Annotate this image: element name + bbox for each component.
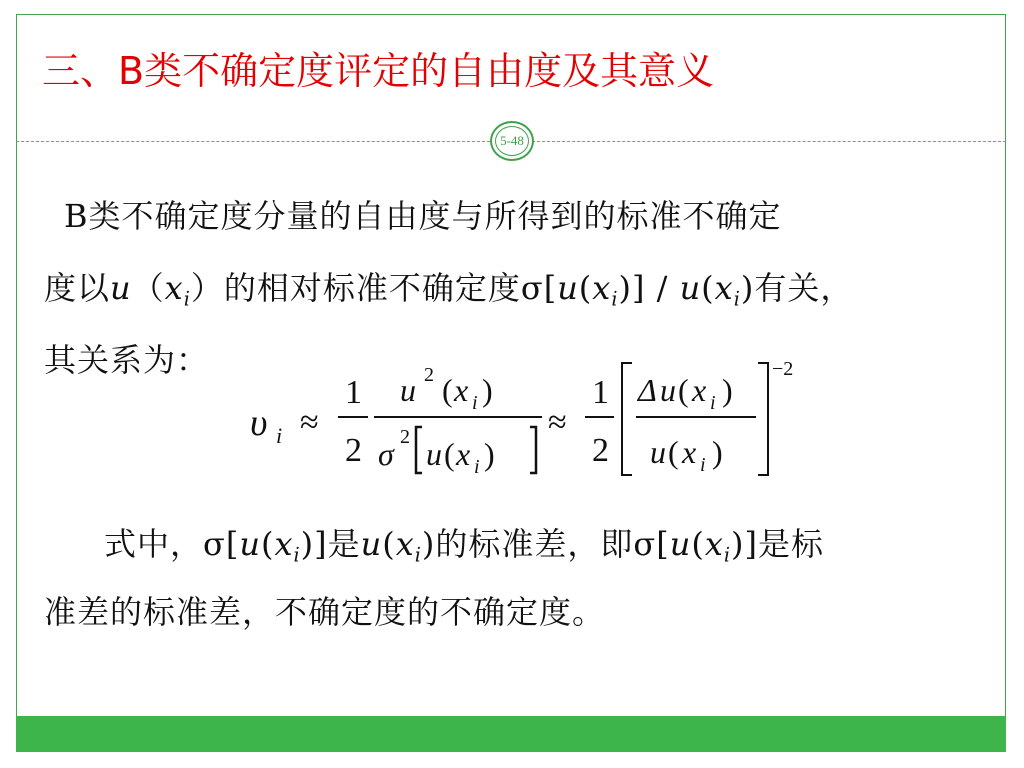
subscript-i: i xyxy=(183,287,191,311)
paren-open: ( xyxy=(578,269,593,307)
formula-rden-rparen: ) xyxy=(712,434,723,470)
formula-num-u: u xyxy=(400,372,416,408)
bracket-close: ] xyxy=(744,525,758,563)
symbol-x: x xyxy=(395,525,415,563)
formula-num-x: x xyxy=(454,372,469,408)
subscript-i: i xyxy=(723,543,731,567)
formula-frac3-den: 2 xyxy=(592,432,609,469)
symbol-u: u xyxy=(360,525,383,563)
paren-close: ) xyxy=(731,525,745,563)
formula-den-sigma: σ xyxy=(378,436,394,472)
formula-den-lparen: ( xyxy=(444,436,455,472)
paren-close: ) xyxy=(618,269,632,307)
formula-big-rbracket xyxy=(758,363,768,475)
paren-open: ( xyxy=(260,525,275,563)
symbol-sigma: σ xyxy=(633,525,657,563)
bracket-open: [ xyxy=(656,525,670,563)
bracket-close: ] xyxy=(631,269,646,307)
formula-den-lbracket xyxy=(416,427,422,473)
subscript-i: i xyxy=(733,287,741,311)
formula-rden-u: u xyxy=(650,434,666,470)
paren-close: ) xyxy=(300,525,315,563)
formula-rnum-x: x xyxy=(692,372,707,408)
paren-close: ） xyxy=(190,269,224,307)
symbol-sigma: σ xyxy=(520,269,544,307)
paren-close: ) xyxy=(421,525,436,563)
subscript-i: i xyxy=(611,287,619,311)
symbol-x: x xyxy=(704,525,724,563)
symbol-u: u xyxy=(239,525,261,563)
text-segment: 式中， xyxy=(104,525,204,563)
formula-den-u: u xyxy=(426,436,442,472)
paragraph1-line1: B类不确定度分量的自由度与所得到的标准不确定 xyxy=(64,197,782,235)
text-segment: 是标 xyxy=(757,525,824,563)
paragraph2-line1 xyxy=(104,524,824,567)
page-number: 5-48 xyxy=(495,126,529,156)
symbol-u: u xyxy=(679,269,702,307)
formula-rden-lparen: ( xyxy=(668,434,679,470)
formula-num-sq: 2 xyxy=(424,364,434,386)
formula-den-rparen: ) xyxy=(484,436,495,472)
formula-rnum-i: i xyxy=(710,392,716,414)
formula-approx-1: ≈ xyxy=(300,404,319,441)
formula-rden-i: i xyxy=(700,454,706,476)
symbol-u: u xyxy=(110,269,132,307)
paragraph1-line3: 其关系为： xyxy=(44,341,210,379)
footer-bar xyxy=(16,716,1006,752)
symbol-x: x xyxy=(592,269,612,307)
formula-den-sq: 2 xyxy=(400,426,410,448)
formula-big-lbracket xyxy=(622,363,632,475)
formula-rnum-rparen: ) xyxy=(722,372,733,408)
dof-formula xyxy=(250,355,810,485)
paragraph1-line2 xyxy=(44,268,854,311)
formula-num-rparen: ) xyxy=(482,372,493,408)
symbol-x: x xyxy=(714,269,734,307)
subscript-i: i xyxy=(414,543,422,567)
formula-den-i: i xyxy=(474,456,480,478)
paragraph2-line2: 准差的标准差，不确定度的不确定度。 xyxy=(44,593,606,631)
formula-num-i: i xyxy=(472,392,478,414)
symbol-x: x xyxy=(164,269,184,307)
formula-frac3-num: 1 xyxy=(592,374,609,411)
formula-frac1-num: 1 xyxy=(345,374,362,411)
paren-open: ( xyxy=(701,269,715,307)
bracket-open: [ xyxy=(543,269,558,307)
formula-exponent: −2 xyxy=(772,358,794,380)
formula-num-lparen: ( xyxy=(442,372,453,408)
symbol-u: u xyxy=(669,525,692,563)
formula-den-x: x xyxy=(456,436,471,472)
formula-nu: υ xyxy=(250,402,268,444)
symbol-sigma: σ xyxy=(203,525,226,563)
text-segment: 的相对标准不确定度 xyxy=(223,269,521,307)
page-number-badge xyxy=(490,121,534,161)
formula-rnum-lparen: ( xyxy=(678,372,689,408)
symbol-u: u xyxy=(557,269,579,307)
symbol-x: x xyxy=(274,525,294,563)
formula-frac1-den: 2 xyxy=(345,432,362,469)
slash: / xyxy=(645,269,680,307)
text-segment: 是 xyxy=(327,525,361,563)
slide-title: 三、B类不确定度评定的自由度及其意义 xyxy=(42,49,715,93)
subscript-i: i xyxy=(293,543,301,567)
bracket-close: ] xyxy=(314,525,328,563)
formula-den-rbracket xyxy=(530,427,536,473)
paren-close: ) xyxy=(740,269,755,307)
paren-open: ( xyxy=(691,525,705,563)
bracket-open: [ xyxy=(225,525,240,563)
formula-sub-i: i xyxy=(276,423,283,448)
formula-rnum-u: u xyxy=(660,372,676,408)
text-segment: 的标准差，即 xyxy=(435,525,634,563)
paren-open: （ xyxy=(131,269,165,307)
text-segment: 有关， xyxy=(754,269,854,307)
formula-rden-x: x xyxy=(682,434,697,470)
formula-delta: Δ xyxy=(638,372,657,408)
text-segment: 度以 xyxy=(44,269,111,307)
formula-approx-2: ≈ xyxy=(548,404,567,441)
paren-open: ( xyxy=(382,525,396,563)
